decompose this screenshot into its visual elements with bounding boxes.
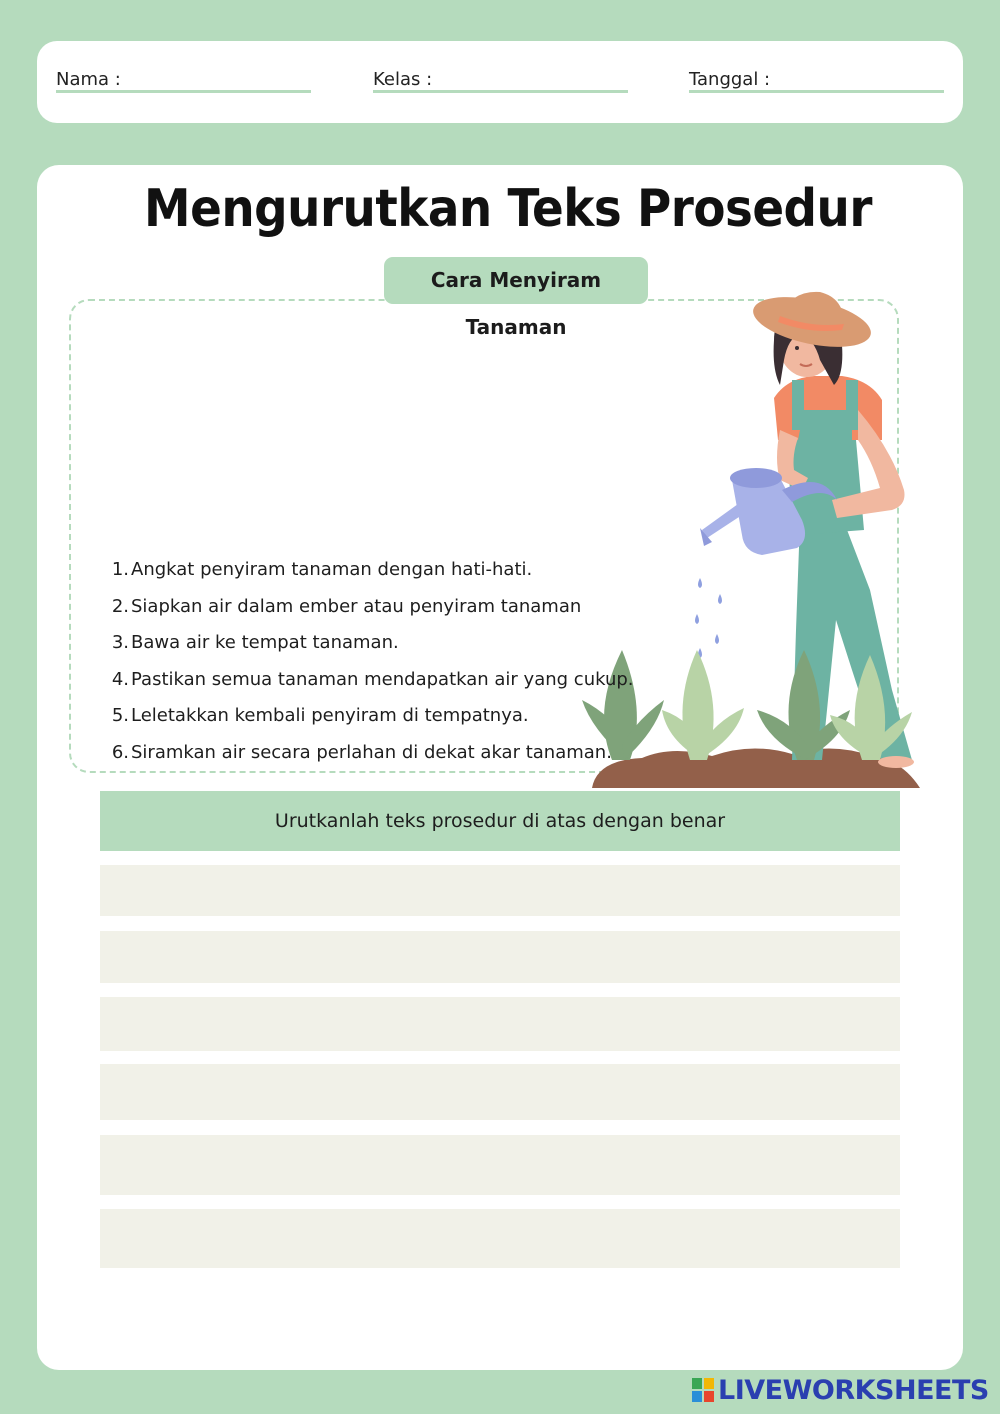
procedure-step[interactable]: 6. Siramkan air secara perlahan di dekat akar tanaman. [111,741,612,763]
answer-drop-row[interactable] [100,1064,900,1120]
liveworksheets-logo-icon [692,1378,714,1402]
answer-drop-row[interactable] [100,1135,900,1195]
procedure-step[interactable]: 4. Pastikan semua tanaman mendapatkan air yang cukup. [111,668,634,690]
brand-name: LIVEWORKSHEETS [718,1374,989,1406]
answer-drop-row[interactable] [100,997,900,1051]
answer-drop-row[interactable] [100,1209,900,1268]
liveworksheets-brand[interactable] [692,1374,989,1406]
procedure-step[interactable]: 3. Bawa air ke tempat tanaman. [111,632,399,653]
worksheet-title: Mengurutkan Teks Prosedur [144,179,872,239]
nama-label: Nama : [56,69,121,90]
tanggal-label: Tanggal : [689,69,771,90]
procedure-subtitle: Cara Menyiram Tanaman [384,257,648,304]
answer-drop-row[interactable] [100,931,900,983]
answer-drop-row[interactable] [100,865,900,916]
kelas-field[interactable] [373,69,628,93]
worksheet-card [37,165,963,1370]
kelas-label: Kelas : [373,69,433,90]
instruction-bar: Urutkanlah teks prosedur di atas dengan benar [100,791,900,851]
student-info-card [37,41,963,123]
procedure-step[interactable]: 2. Siapkan air dalam ember atau penyiram tanaman [111,595,582,617]
nama-field[interactable] [56,69,311,93]
procedure-steps-list [111,555,634,774]
tanggal-field[interactable] [689,69,944,93]
procedure-step[interactable]: 1. Angkat penyiram tanaman dengan hati-hati. [111,559,533,580]
procedure-step[interactable]: 5. Leletakkan kembali penyiram di tempatnya. [111,705,529,726]
